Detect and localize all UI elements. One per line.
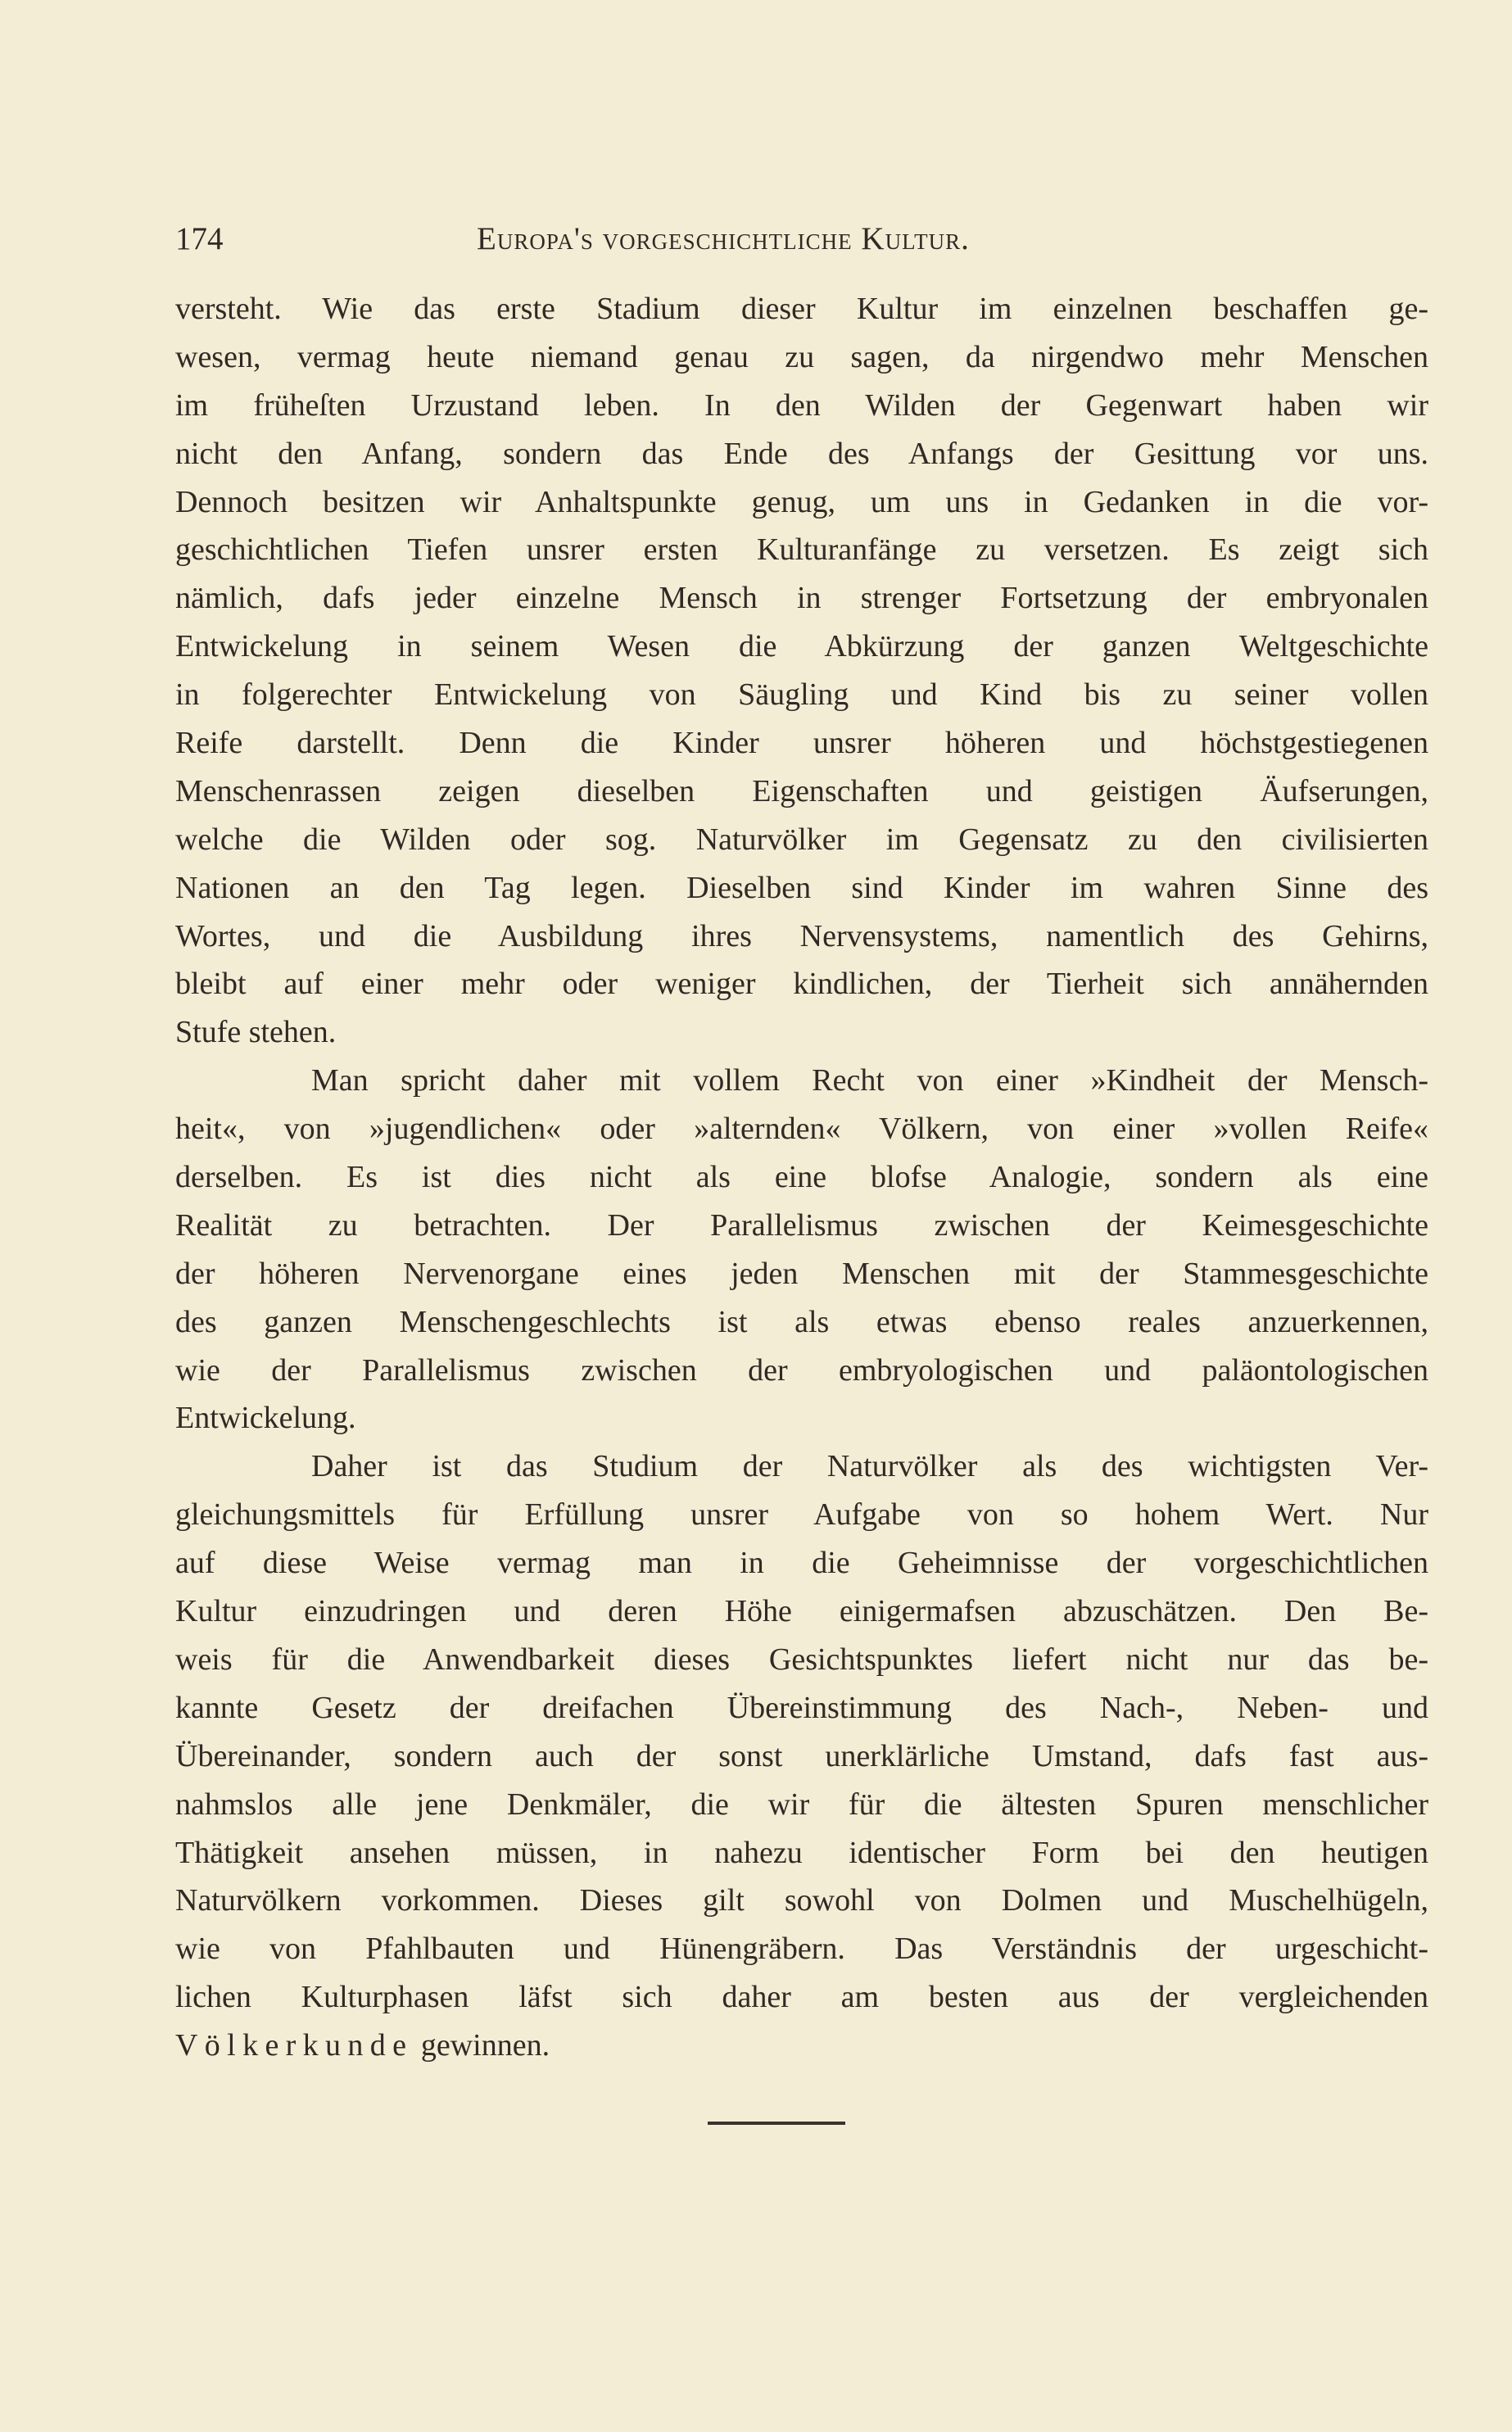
text-line: nahmslos alle jene Denkmäler, die wir für die ältesten Spuren menschlicher (175, 1787, 1428, 1822)
text-line: Thätigkeit ansehen müssen, in nahezu identischer Form bei den heutigen (175, 1835, 1428, 1870)
text-line: derselben. Es ist dies nicht als eine blofse Analogie, sondern als eine (175, 1160, 1428, 1195)
page-number: 174 (175, 221, 224, 256)
text-line: Wortes, und die Ausbildung ihres Nervensystems, namentlich des Gehirns, (175, 918, 1428, 953)
text-line: Naturvölkern vorkommen. Dieses gilt sowohl von Dolmen und Muschelhügeln, (175, 1883, 1428, 1918)
text-line: kannte Gesetz der dreifachen Übereinstimmung des Nach-, Neben- und (175, 1690, 1428, 1725)
text-line: bleibt auf einer mehr oder weniger kindlichen, der Tierheit sich annähernden (175, 967, 1428, 1002)
text-line: Realität zu betrachten. Der Parallelismus zwischen der Keimesgeschichte (175, 1207, 1428, 1243)
text-line: Entwickelung in seinem Wesen die Abkürzung der ganzen Weltgeschichte (175, 629, 1428, 664)
text-line: wie von Pfahlbauten und Hünengräbern. Das Verständnis der urgeschicht- (175, 1932, 1428, 1967)
text-line: nicht den Anfang, sondern das Ende des Anfangs der Gesittung vor uns. (175, 436, 1428, 471)
text-line: geschichtlichen Tiefen unsrer ersten Kulturanfänge zu versetzen. Es zeigt sich (175, 532, 1428, 568)
text-line: welche die Wilden oder sog. Naturvölker im Gegensatz zu den civilisierten (175, 822, 1428, 857)
paragraph-end-line: Stufe stehen. (175, 1015, 337, 1050)
text-line: auf diese Weise vermag man in die Geheimnisse der vorgeschichtlichen (175, 1546, 1428, 1581)
emphasized-term: Völkerkunde (175, 2028, 414, 2063)
paragraph-end-line: Entwickelung. (175, 1401, 356, 1436)
running-title: Europa's vorgeschichtliche Kultur. (477, 221, 970, 256)
text-line: der höheren Nervenorgane eines jeden Menschen mit der Stammesgeschichte (175, 1256, 1428, 1291)
closing-rule (708, 2122, 845, 2125)
text-line: des ganzen Menschengeschlechts ist als etwas ebenso reales anzuerkennen, (175, 1304, 1428, 1339)
body-text (175, 285, 1428, 2070)
text-line: lichen Kulturphasen läfst sich daher am besten aus der vergleichenden (175, 1980, 1428, 2015)
text-line: wie der Parallelismus zwischen der embryologischen und paläontologischen (175, 1352, 1428, 1388)
text-line: Menschenrassen zeigen dieselben Eigenschaften und geistigen Äufserungen, (175, 773, 1428, 808)
text-line: weis für die Anwendbarkeit dieses Gesichtspunktes liefert nicht nur das be- (175, 1642, 1428, 1677)
paragraph-start-line: Man spricht daher mit vollem Recht von einer »Kindheit der Mensch- (311, 1063, 1428, 1098)
text-line: Nationen an den Tag legen. Dieselben sind Kinder im wahren Sinne des (175, 870, 1428, 905)
text-line: Kultur einzudringen und deren Höhe einigermafsen abzuschätzen. Den Be- (175, 1594, 1428, 1629)
text-line: im früheſten Urzustand leben. In den Wilden der Gegenwart haben wir (175, 387, 1428, 423)
text-line: gleichungsmittels für Erfüllung unsrer Aufgabe von so hohem Wert. Nur (175, 1497, 1428, 1533)
page-header (175, 215, 1428, 264)
text-line: nämlich, dafs jeder einzelne Mensch in strenger Fortsetzung der embryonalen (175, 581, 1428, 616)
text-line: Übereinander, sondern auch der sonst unerklärliche Umstand, dafs fast aus- (175, 1738, 1428, 1773)
text-line: Dennoch besitzen wir Anhaltspunkte genug, um uns in Gedanken in die vor- (175, 484, 1428, 519)
text-line: wesen, vermag heute niemand genau zu sagen, da nirgendwo mehr Menschen (175, 339, 1428, 374)
paragraph-end-line (175, 2022, 1428, 2070)
paragraph-start-line: Daher ist das Studium der Naturvölker als des wichtigsten Ver- (311, 1449, 1428, 1484)
text-line: in folgerechter Entwickelung von Säugling und Kind bis zu seiner vollen (175, 677, 1428, 713)
text-line: Reife darstellt. Denn die Kinder unsrer höheren und höchstgestiegenen (175, 726, 1428, 761)
text-line: versteht. Wie das erste Stadium dieser Kultur im einzelnen beschaffen ge- (175, 292, 1428, 326)
line-remainder: gewinnen. (420, 2028, 550, 2063)
text-line: heit«, von »jugendlichen« oder »alternden« Völkern, von einer »vollen Reife« (175, 1112, 1428, 1147)
